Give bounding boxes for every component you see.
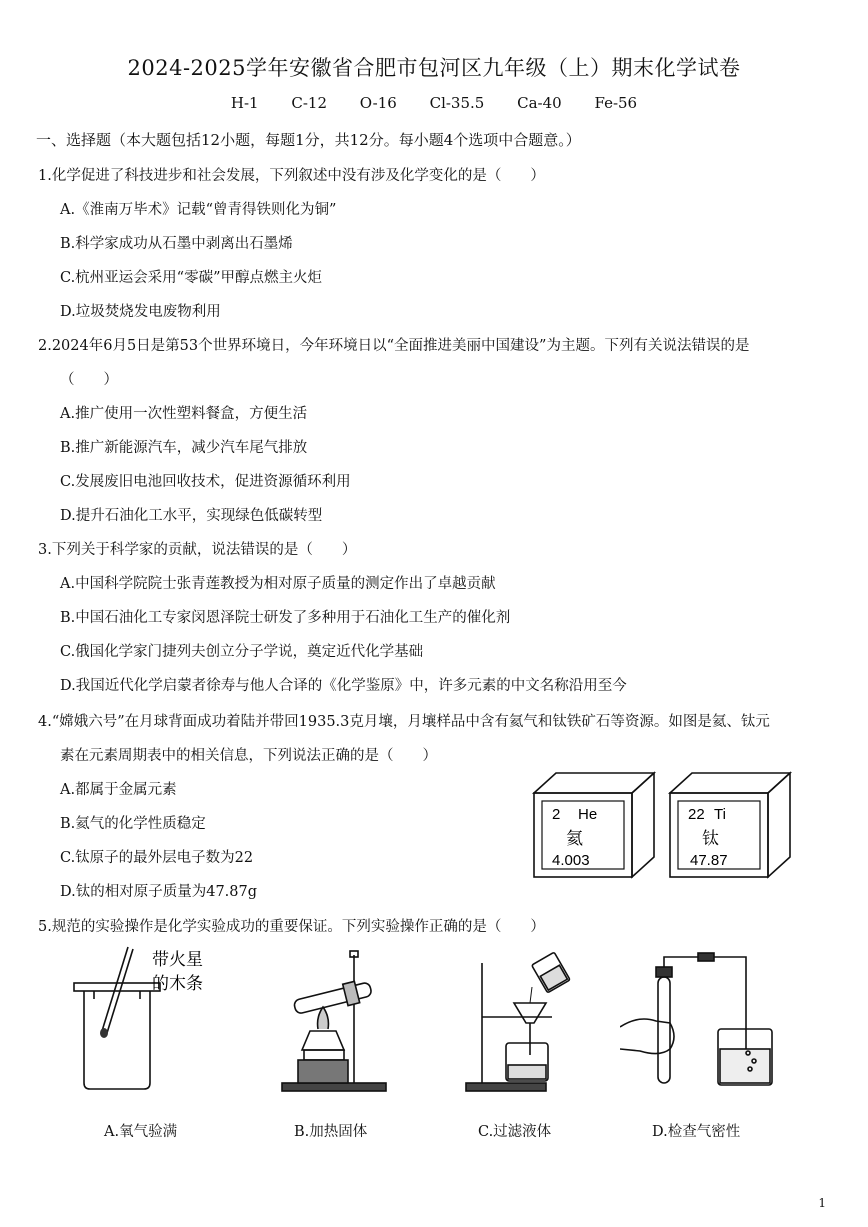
titanium-symbol: Ti	[714, 806, 726, 823]
atomic-mass: C-12	[291, 94, 328, 112]
atomic-mass: Cl-35.5	[429, 94, 485, 112]
question-4-stem: 4.“嫦娥六号”在月球背面成功着陆并带回1935.3克月壤，月壤样品中含有氦气和钛铁矿石等资源。如图是氦、钛元	[38, 714, 770, 730]
question-2-stem-cont: （ ）	[60, 372, 118, 388]
question-4-option-d: D.钛的相对原子质量为47.87g	[60, 884, 258, 900]
question-3-option-d: D.我国近代化学启蒙者徐寿与他人合译的《化学鉴原》中，许多元素的中文名称沿用至今	[60, 678, 627, 694]
question-4-option-c: C.钛原子的最外层电子数为22	[60, 850, 254, 866]
section-heading: 一、选择题（本大题包括12小题，每题1分，共12分。每小题4个选项中合题意。）	[36, 131, 581, 149]
helium-symbol: He	[578, 806, 598, 823]
helium-number: 2	[552, 806, 561, 823]
question-4-option-b: B.氦气的化学性质稳定	[60, 816, 206, 832]
question-2-option-d: D.提升石油化工水平，实现绿色低碳转型	[60, 508, 323, 524]
question-1-option-d: D.垃圾焚烧发电废物利用	[60, 304, 221, 320]
figure-b-heating-solid	[280, 945, 390, 1095]
question-2-stem: 2.2024年6月5日是第53个世界环境日，今年环境日以“全面推进美丽中国建设”为主题。下列有关说法错误的是	[38, 338, 750, 354]
question-2-option-c: C.发展废旧电池回收技术，促进资源循环利用	[60, 474, 351, 490]
atomic-mass: Ca-40	[517, 94, 562, 112]
helium-name: 氦	[566, 829, 583, 849]
question-1-option-b: B.科学家成功从石墨中剥离出石墨烯	[60, 236, 293, 252]
question-4-option-a: A.都属于金属元素	[60, 782, 177, 798]
atomic-mass: H-1	[230, 94, 259, 112]
atomic-mass: Fe-56	[594, 94, 638, 112]
question-2-option-b: B.推广新能源汽车，减少汽车尾气排放	[60, 440, 308, 456]
atomic-masses	[0, 94, 868, 112]
caption-d: D.检查气密性	[652, 1124, 741, 1140]
page-number: 1	[818, 1196, 826, 1210]
caption-a: A.氧气验满	[104, 1124, 178, 1140]
helium-mass: 4.003	[552, 852, 590, 869]
figure-c-filtration	[462, 945, 582, 1095]
question-1-option-a: A.《淮南万毕术》记载“曾青得铁则化为铜”	[60, 202, 337, 218]
atomic-mass: O-16	[359, 94, 397, 112]
question-3-option-a: A.中国科学院院士张青莲教授为相对原子质量的测定作出了卓越贡献	[60, 576, 496, 592]
question-3-option-c: C.俄国化学家门捷列夫创立分子学说，奠定近代化学基础	[60, 644, 424, 660]
figure-a-oxygen-test	[72, 945, 232, 1095]
question-2-option-a: A.推广使用一次性塑料餐盒，方便生活	[60, 406, 308, 422]
caption-b: B.加热固体	[294, 1124, 368, 1140]
element-cards-figure	[530, 765, 800, 883]
question-1-option-c: C.杭州亚运会采用“零碳”甲醇点燃主火炬	[60, 270, 323, 286]
question-4-stem-cont: 素在元素周期表中的相关信息，下列说法正确的是（ ）	[60, 748, 437, 764]
caption-c: C.过滤液体	[478, 1124, 552, 1140]
question-3-option-b: B.中国石油化工专家闵恩泽院士研发了多种用于石油化工生产的催化剂	[60, 610, 511, 626]
splint-label-line2: 的木条	[152, 974, 203, 994]
question-5-stem: 5.规范的实验操作是化学实验成功的重要保证。下列实验操作正确的是（ ）	[38, 919, 545, 935]
question-1-stem: 1.化学促进了科技进步和社会发展，下列叙述中没有涉及化学变化的是（ ）	[38, 168, 545, 184]
titanium-number: 22	[688, 806, 705, 823]
titanium-cube	[670, 773, 790, 877]
figure-d-airtightness-check	[620, 945, 790, 1095]
question-3-stem: 3.下列关于科学家的贡献，说法错误的是（ ）	[38, 542, 357, 558]
titanium-mass: 47.87	[690, 852, 728, 869]
page-title: 2024-2025学年安徽省合肥市包河区九年级（上）期末化学试卷	[127, 56, 741, 80]
titanium-name: 钛	[702, 829, 719, 849]
splint-label-line1: 带火星	[152, 950, 203, 970]
